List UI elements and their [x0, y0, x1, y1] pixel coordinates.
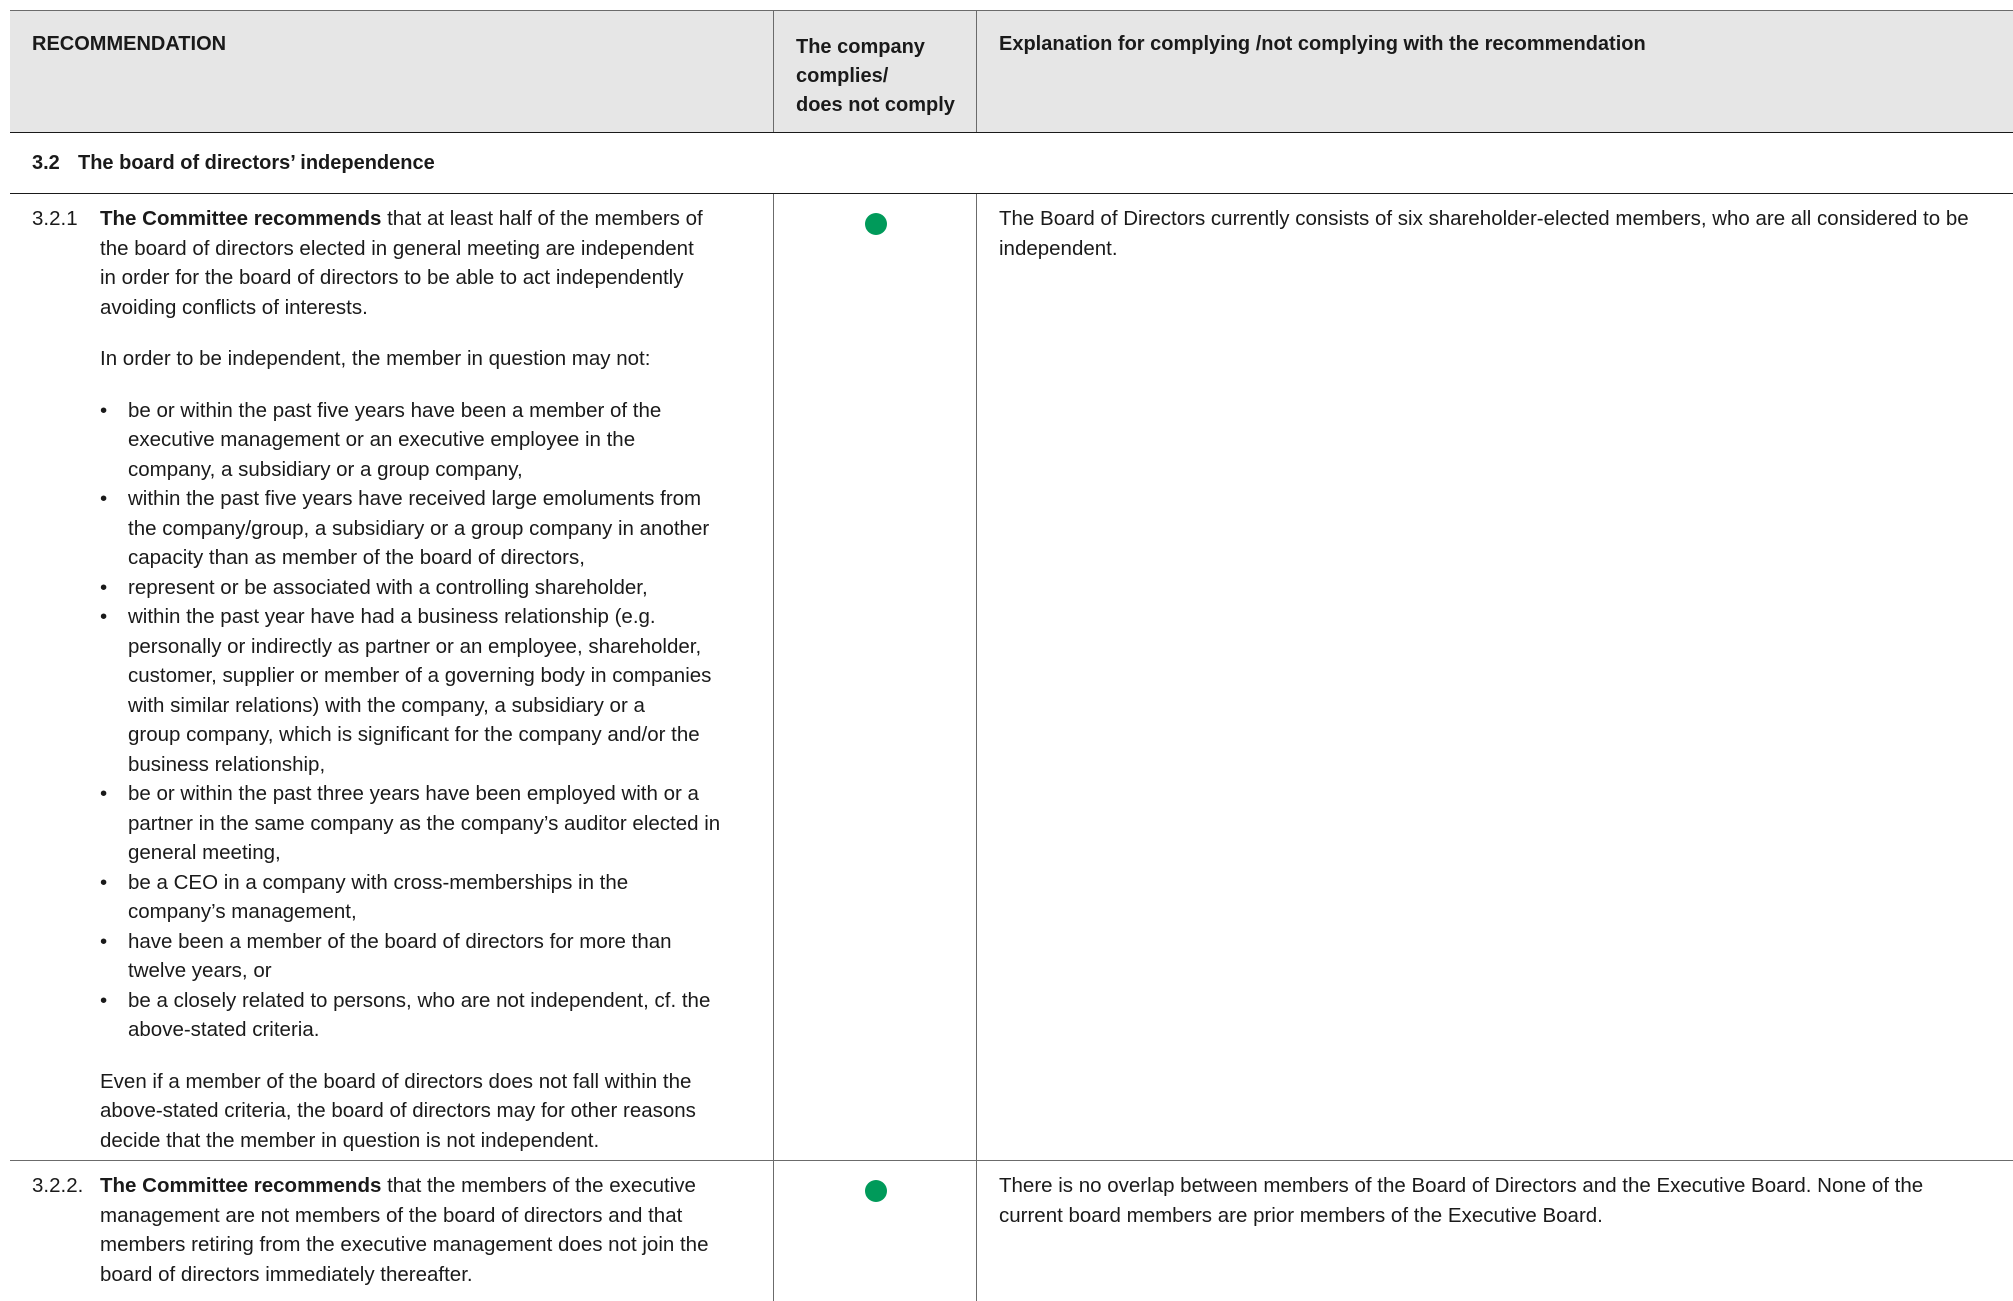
list-item: • have been a member of the board of directors for more than twelve years, or — [100, 927, 753, 986]
list-item: • be a CEO in a company with cross-memberships in the company’s management, — [100, 868, 753, 927]
table-header — [10, 10, 2013, 133]
recommendation-number: 3.2.2. — [32, 1174, 84, 1197]
recommendation-cell — [10, 1161, 773, 1301]
list-item: • within the past year have had a business relationship (e.g. personally or indirectly as partner or an employee, shareholder, customer, supplier or member of a governing body in companies with similar relations) with the company, a subsidiary or a group company, which is significant for the company and/or the business relationship, — [100, 602, 753, 779]
complies-indicator-icon — [865, 213, 887, 235]
criteria-intro: In order to be independent, the member in question may not: — [100, 347, 651, 370]
recommendation-lead: The Committee recommends — [100, 1174, 382, 1197]
list-item: • be or within the past three years have been employed with or a partner in the same company as the company’s auditor elected in general meeting, — [100, 779, 753, 868]
explanation-cell — [977, 1161, 2013, 1301]
section-title: The board of directors’ independence — [78, 151, 435, 174]
header-complies — [773, 11, 977, 132]
header-complies-line: The company — [796, 36, 925, 58]
section-number: 3.2 — [32, 151, 60, 174]
list-item: • within the past five years have received large emoluments from the company/group, a subsidiary or a group company in another capacity than as member of the board of directors, — [100, 484, 753, 573]
text-line: avoiding conflicts of interests. — [100, 295, 368, 319]
header-complies-line: complies/ — [796, 65, 889, 87]
section-heading — [10, 133, 2013, 194]
explanation-line: There is no overlap between members of the Board of Directors and the Executive Board. None of the — [999, 1174, 1924, 1197]
list-item: • represent or be associated with a controlling shareholder, — [100, 573, 753, 603]
list-item: • be or within the past five years have been a member of the executive management or an executive employee in the company, a subsidiary or a group company, — [100, 396, 753, 485]
text-span: that at least half of the members of — [381, 207, 703, 230]
explanation-line: The Board of Directors currently consists of six shareholder-elected members, who are all considered to be — [999, 207, 1969, 230]
text-line: in order for the board of directors to be able to act independently — [100, 266, 684, 289]
recommendations-table — [10, 10, 2013, 1301]
header-explanation: Explanation for complying /not complying with the recommendation — [999, 33, 1646, 55]
recommendation-text — [100, 204, 753, 1154]
compliance-cell — [773, 194, 977, 1160]
list-item: • be a closely related to persons, who are not independent, cf. the above-stated criteria. — [100, 986, 753, 1045]
explanation-line: current board members are prior members of the Executive Board. — [999, 1203, 1603, 1227]
closing-paragraph: Even if a member of the board of directors does not fall within the above-stated criteria, the board of directors may for other reasons decide that the member in question is not independent. — [100, 1069, 696, 1152]
explanation-line: independent. — [999, 236, 1118, 260]
recommendation-text: The Committee recommends that the members of the executive management are not members of the board of directors and that members retiring from the executive management does not join the board of directors immediately thereafter. — [100, 1174, 709, 1286]
recommendation-number: 3.2.1 — [32, 207, 78, 230]
recommendation-cell — [10, 194, 773, 1160]
recommendation-lead: The Committee recommends — [100, 207, 382, 230]
explanation-cell — [977, 194, 2013, 1160]
text-line — [100, 207, 703, 230]
header-complies-line: does not comply — [796, 94, 955, 116]
table-row — [10, 194, 2013, 1161]
header-recommendation: RECOMMENDATION — [32, 33, 227, 55]
compliance-cell — [773, 1161, 977, 1301]
criteria-list — [100, 396, 753, 1045]
text-line: the board of directors elected in general meeting are independent — [100, 236, 694, 260]
table-row — [10, 1161, 2013, 1301]
complies-indicator-icon — [865, 1180, 887, 1202]
